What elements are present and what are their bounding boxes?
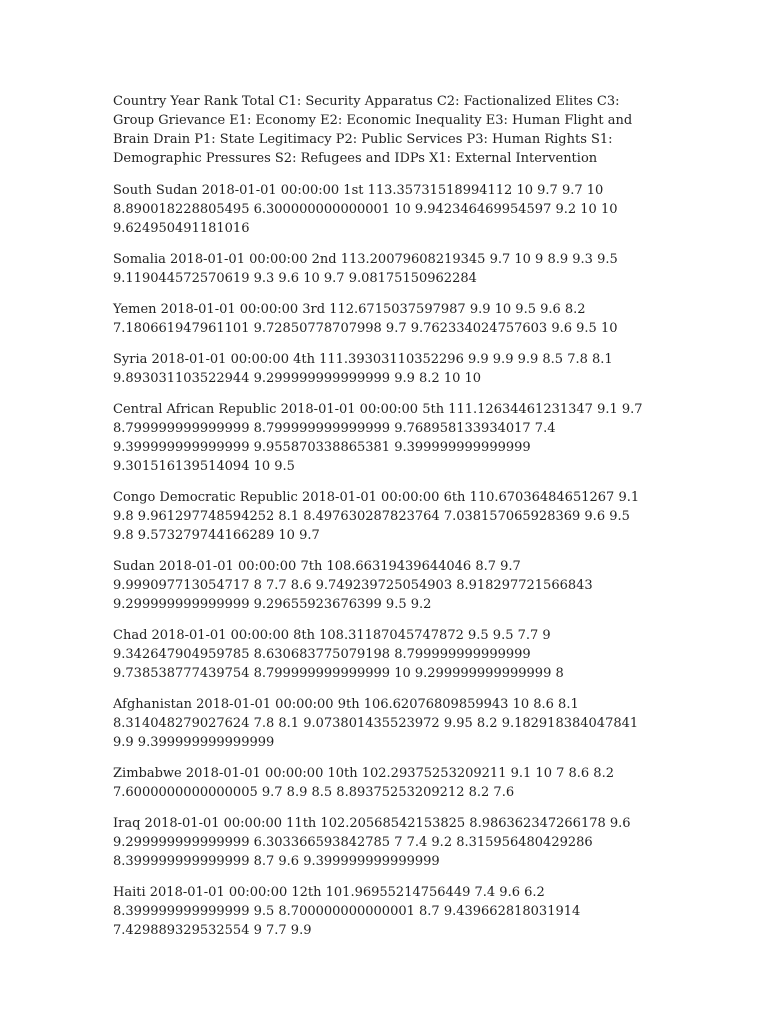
document-page	[113, 92, 653, 952]
country-row-paragraph: Afghanistan 2018-01-01 00:00:00 9th 106.62076809859943 10 8.6 8.1 8.314048279027624 7.8 8.1 9.073801435523972 9.95 8.2 9.182918384047841 9.9 9.399999999999999	[113, 697, 639, 750]
country-row-paragraph: Congo Democratic Republic 2018-01-01 00:00:00 6th 110.67036484651267 9.1 9.8 9.961297748594252 8.1 8.497630287823764 7.038157065928369 9.6 9.5 9.8 9.573279744166289 10 9.7	[113, 490, 640, 543]
country-row-paragraph: Sudan 2018-01-01 00:00:00 7th 108.66319439644046 8.7 9.7 9.999097713054717 8 7.7 8.6 9.749239725054903 8.918297721566843 9.299999999999999 9.29655923676399 9.5 9.2	[113, 559, 593, 612]
country-row-paragraph: Chad 2018-01-01 00:00:00 8th 108.31187045747872 9.5 9.5 7.7 9 9.342647904959785 8.630683775079198 8.799999999999999 9.738538777439754 8.799999999999999 10 9.299999999999999 8	[113, 628, 564, 681]
country-row-paragraph: Yemen 2018-01-01 00:00:00 3rd 112.6715037597987 9.9 10 9.5 9.6 8.2 7.180661947961101 9.72850778707998 9.7 9.762334024757603 9.6 9.5 10	[113, 302, 618, 336]
country-row-paragraph: Somalia 2018-01-01 00:00:00 2nd 113.20079608219345 9.7 10 9 8.9 9.3 9.5 9.119044572570619 9.3 9.6 10 9.7 9.08175150962284	[113, 252, 618, 286]
header-paragraph: Country Year Rank Total C1: Security Apparatus C2: Factionalized Elites C3: Group Grievance E1: Economy E2: Economic Inequality E3: Human Flight and Brain Drain P1: State Legitimacy P2: Public Services P3: Human Rights S1: Demographic Pressures S2: Refugees and IDPs X1: External Intervention	[113, 94, 633, 166]
country-row-paragraph: South Sudan 2018-01-01 00:00:00 1st 113.35731518994112 10 9.7 9.7 10 8.890018228805495 6.300000000000001 10 9.942346469954597 9.2 10 10 9.624950491181016	[113, 183, 618, 236]
country-row-paragraph: Syria 2018-01-01 00:00:00 4th 111.39303110352296 9.9 9.9 9.9 8.5 7.8 8.1 9.893031103522944 9.299999999999999 9.9 8.2 10 10	[113, 352, 613, 386]
country-row-paragraph: Zimbabwe 2018-01-01 00:00:00 10th 102.29375253209211 9.1 10 7 8.6 8.2 7.6000000000000005 9.7 8.9 8.5 8.89375253209212 8.2 7.6	[113, 766, 614, 800]
country-row-paragraph: Central African Republic 2018-01-01 00:00:00 5th 111.12634461231347 9.1 9.7 8.799999999999999 8.799999999999999 9.768958133934017 7.4 9.399999999999999 9.955870338865381 9.399999999999999 9.301516139514094 10 9.5	[113, 402, 643, 474]
country-row-paragraph: Iraq 2018-01-01 00:00:00 11th 102.20568542153825 8.986362347266178 9.6 9.299999999999999 6.303366593842785 7 7.4 9.2 8.315956480429286 8.399999999999999 8.7 9.6 9.399999999999999	[113, 816, 631, 869]
country-row-paragraph: Haiti 2018-01-01 00:00:00 12th 101.96955214756449 7.4 9.6 6.2 8.399999999999999 9.5 8.700000000000001 8.7 9.439662818031914 7.429889329532554 9 7.7 9.9	[113, 885, 581, 938]
